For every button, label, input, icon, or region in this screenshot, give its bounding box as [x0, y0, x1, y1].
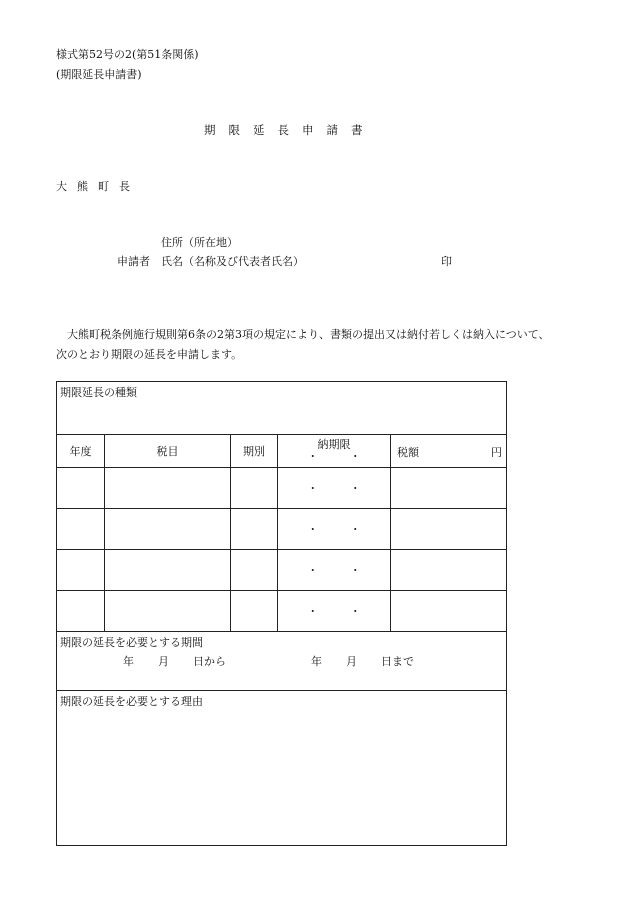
year-cell[interactable] [57, 468, 105, 509]
amount-cell[interactable] [391, 591, 507, 632]
to-day: 日まで [381, 655, 414, 668]
tax-item-cell[interactable] [105, 550, 231, 591]
form-number: 様式第52号の2(第51条関係) [56, 48, 199, 61]
deadline-cell[interactable]: ・ ・ [278, 550, 391, 591]
col-tax-item-header: 税目 [105, 435, 231, 468]
col-amount-header [391, 435, 507, 468]
from-day: 日から [193, 655, 226, 668]
reason-cell[interactable] [57, 691, 507, 846]
period-cell[interactable] [231, 468, 278, 509]
period-cell[interactable] [231, 509, 278, 550]
to-month: 月 [346, 655, 357, 668]
table-row [57, 468, 507, 509]
yen-unit: 円 [491, 446, 503, 459]
tax-item-cell[interactable] [105, 591, 231, 632]
extension-type-cell[interactable] [57, 382, 507, 435]
period-needed-cell[interactable] [57, 632, 507, 691]
year-cell[interactable] [57, 509, 105, 550]
deadline-cell[interactable]: ・ ・ [278, 509, 391, 550]
amount-label: 税額 [397, 446, 419, 459]
period-cell[interactable] [231, 550, 278, 591]
applicant-label: 申請者 [117, 255, 150, 268]
period-needed-label: 期限の延長を必要とする期間 [60, 636, 203, 649]
amount-cell[interactable] [391, 550, 507, 591]
document-title: 期限延長申請書 [204, 123, 376, 137]
reason-label: 期限の延長を必要とする理由 [60, 695, 203, 708]
from-month: 月 [158, 655, 169, 668]
tax-item-cell[interactable] [105, 468, 231, 509]
from-year: 年 [123, 655, 134, 668]
deadline-cell[interactable]: ・ ・ [278, 468, 391, 509]
body-line-1: 大熊町税条例施行規則第6条の2第3項の規定により、書類の提出又は納付若しくは納入について、 [67, 328, 550, 341]
period-range [60, 650, 503, 670]
col-period-header: 期別 [231, 435, 278, 468]
form-name: (期限延長申請書) [56, 68, 142, 81]
deadline-label: 納期限 [317, 438, 351, 451]
year-cell[interactable] [57, 591, 105, 632]
table-row [57, 591, 507, 632]
seal-mark: 印 [441, 255, 452, 268]
name-label: 氏名（名称及び代表者氏名） [161, 255, 304, 268]
addressee: 大熊町長 [56, 180, 140, 193]
to-year: 年 [311, 655, 322, 668]
deadline-dots: ・ ・ [307, 450, 375, 463]
amount-cell[interactable] [391, 509, 507, 550]
address-label: 住所（所在地） [161, 236, 238, 249]
col-year-header: 年度 [57, 435, 105, 468]
col-deadline-header [278, 435, 391, 468]
extension-type-label: 期限延長の種類 [60, 386, 137, 399]
period-cell[interactable] [231, 591, 278, 632]
body-paragraph [56, 325, 586, 365]
table-row [57, 509, 507, 550]
body-line-2: 次のとおり期限の延長を申請します。 [56, 348, 243, 361]
table-row [57, 550, 507, 591]
application-form-table [56, 381, 507, 846]
deadline-cell[interactable]: ・ ・ [278, 591, 391, 632]
amount-cell[interactable] [391, 468, 507, 509]
year-cell[interactable] [57, 550, 105, 591]
tax-item-cell[interactable] [105, 509, 231, 550]
